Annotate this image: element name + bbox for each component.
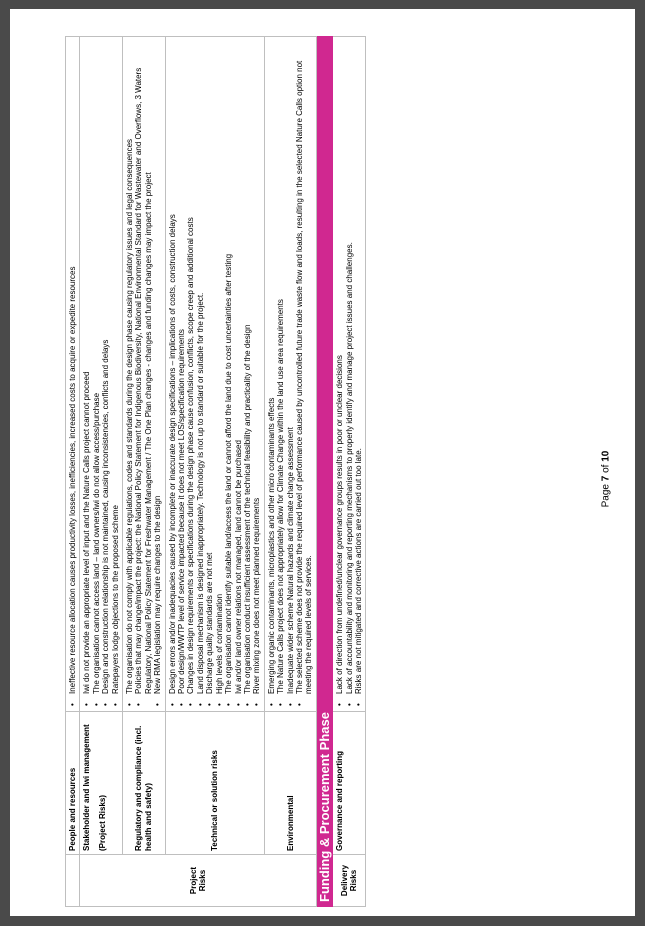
governance-bullets (333, 37, 366, 712)
project-risks-label: Project Risks (80, 855, 316, 907)
environmental-label: Environmental (264, 712, 316, 855)
table-row (80, 37, 123, 907)
table-row (316, 37, 332, 907)
list-item: • The selected scheme does not provide the required level of performance caused by uncontrolled future trade waste flow and loads, resulting in the selected Nature Calls option not meeting the required levels of services. (295, 40, 314, 694)
page-number (601, 424, 612, 534)
table-row (66, 37, 80, 907)
list-item: • Iwi and/or land owner relations not managed, land cannot be purchased (234, 40, 243, 694)
list-item: • Poor design/WWTP level of service impacted because it does not meet LOS/specification requirements (177, 40, 186, 694)
page-total: 10 (600, 450, 612, 462)
list-item: • The Nature Calls project does not appropriately allow for Climate Change within the land use area requirements (276, 40, 285, 694)
table-row (123, 37, 166, 907)
list-item: • Land disposal mechanism is designed inappropriately. Technology is not up to standard or suitable for the project. (196, 40, 205, 694)
people-resources-label: People and resources (66, 712, 80, 855)
list-item: • Lack of direction from undefined/unclear governance groups results in poor or unclear decisions (335, 40, 344, 694)
list-item: • Ratepayers lodge objections to the proposed scheme (111, 40, 120, 694)
regulatory-bullets (123, 37, 166, 712)
list-item: • Emerging organic contaminants, microplastics and other micro contaminants effects (267, 40, 276, 694)
list-item: • Lack of accountability and monitoring and reporting mechanisms to properly identify and manage project issues and challenges. (345, 40, 354, 694)
table-row (333, 37, 366, 907)
list-item: • The organisation cannot identify suitable land/access the land or cannot afford the land due to cost uncertainties after testing (224, 40, 233, 694)
stakeholder-label: Stakeholder and Iwi management (82, 724, 92, 851)
empty-cell (66, 855, 80, 907)
list-item: • Risks are not mitigated and corrective actions are carried out too late. (354, 40, 363, 694)
list-item: • The organisation cannot access land – land owners/iwi do not allow access/purchase (92, 40, 101, 694)
delivery-risks-label: Delivery Risks (333, 855, 366, 907)
stakeholder-bullets (80, 37, 123, 712)
risk-table-rotated (65, 37, 550, 907)
risk-table (65, 36, 366, 907)
environmental-bullets (264, 37, 316, 712)
list-item: • New RMA legislation may require changes to the design (153, 40, 162, 694)
list-item: • Ineffective resource allocation causes productivity losses, inefficiencies, increased costs to acquire or expedite resources (68, 40, 77, 694)
list-item: • River mixing zone does not meet planned requirements (252, 40, 261, 694)
phase-heading: Funding & Procurement Phase (316, 37, 332, 907)
list-item: • High levels of contamination (215, 40, 224, 694)
people-resources-bullets (66, 37, 80, 712)
list-item: • Policies that may change/impact the project: the National Policy Statement for Indigenous Biodiversity, National Environmental Standard for Wastewater and Overflows, 3 Waters Regulatory, National Policy Statement for Freshwater Management / The One Plan changes - changes and funding changes may impact the project (134, 40, 153, 694)
table-row (165, 37, 264, 907)
list-item: • The organisation conduct insufficient assessment of the technical feasibility and practicality of the design (243, 40, 252, 694)
stakeholder-sublabel: (Project Risks) (97, 794, 107, 851)
list-item: • Discharge quality standards are not met (205, 40, 214, 694)
governance-label: Governance and reporting (333, 712, 366, 855)
regulatory-label: Regulatory and compliance (incl. health and safety) (123, 712, 166, 855)
page-current: 7 (600, 475, 612, 482)
technical-label: Technical or solution risks (165, 712, 264, 855)
list-item: • Design and construction relationship is not maintained, causing inconsistencies, conflicts and delays (101, 40, 110, 694)
page-of: of (600, 464, 612, 473)
list-item: • Iwi do not provide an appropriate level of input and the Nature Calls project cannot proceed (82, 40, 91, 694)
stakeholder-cell (80, 712, 123, 855)
list-item: • Design errors and/or inadequacies caused by incomplete or inaccurate design specifications – implications of costs, construction delays (168, 40, 177, 694)
list-item: • Changes in design requirements or specifications during the design phase cause confusion, conflicts, scope creep and additional costs (186, 40, 195, 694)
document-page (10, 9, 635, 916)
technical-bullets (165, 37, 264, 712)
table-row (264, 37, 316, 907)
list-item: • The organisation do not comply with applicable regulations, codes and standards during the design phase causing regulatory issues and legal consequences (125, 40, 134, 694)
list-item: • Inadequate wider scheme Natural hazards and climate change assessment (286, 40, 295, 694)
page-prefix: Page (600, 484, 612, 508)
page-footer (599, 424, 613, 534)
